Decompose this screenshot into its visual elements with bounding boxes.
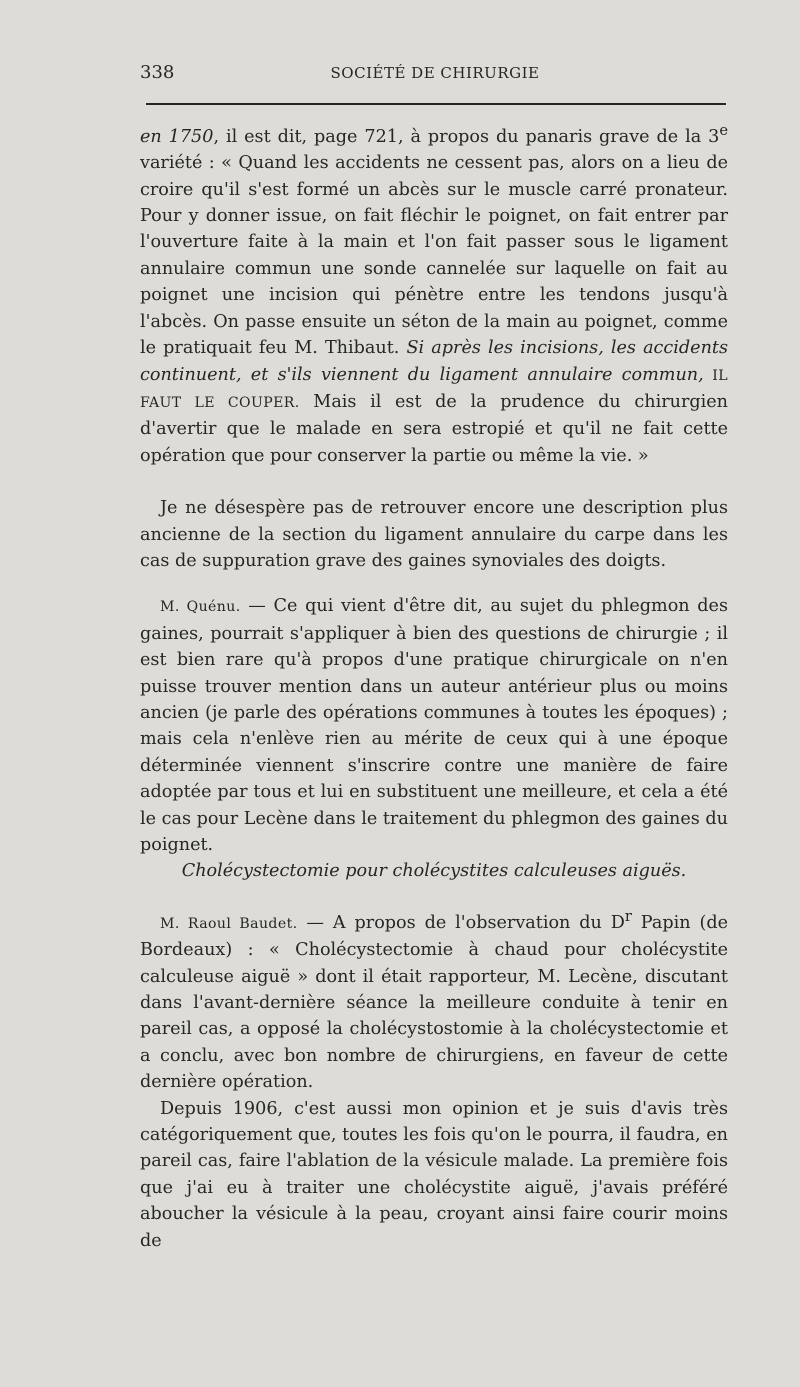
italic-quote: Si après les incisions, les accidents continuent, et s'ils viennent du ligament annulaire commun, bbox=[140, 338, 728, 385]
running-title: SOCIÉTÉ DE CHIRURGIE bbox=[330, 64, 540, 82]
paragraph-text: variété : « Quand les accidents ne cessent pas, alors on a lieu de croire qu'il s'est formé un abcès sur le muscle carré pronateur. Pour y donner issue, on fait fléchir le poignet, on fait entrer par l'ouverture faite à la main et l'on fait passer sous le ligament annulaire commun une sonde cannelée sur laquelle on fait au poignet une incision qui pénètre entre les tendons jusqu'à l'abcès. On passe ensuite un séton de la main au poignet, comme le pratiquait feu M. Thibaut. bbox=[140, 153, 728, 359]
speaker-name: M. Quénu. bbox=[160, 599, 241, 616]
paragraph-text: , il est dit, page 721, à propos du panaris grave de la 3 bbox=[213, 126, 720, 147]
paragraph-text: Mais il est de la prudence du chirurgien d'avertir que le malade en sera estropié et qu'il ne fait cette opération que pour conserver la partie ou même la vie. » bbox=[140, 391, 729, 466]
page-header bbox=[140, 62, 730, 88]
paragraph-quenu bbox=[140, 593, 728, 858]
section-title: Cholécystectomie pour cholécystites calculeuses aiguës. bbox=[181, 861, 687, 882]
page-body bbox=[140, 118, 728, 1254]
paragraph-text: — Ce qui vient d'être dit, au sujet du phlegmon des gaines, pourrait s'appliquer à bien des questions de chirurgie ; il est bien rare qu'à propos d'une pratique chirurgicale on n'en puisse trouver mention dans un auteur antérieur plus ou moins ancien (je parle des opérations communes à toutes les époques) ; mais cela n'enlève rien au mérite de ceux qui à une époque déterminée viennent s'inscrire contre une manière de faire adoptée par tous et lui en substituent une meilleure, et cela a été le cas pour Lecène dans le traitement du phlegmon des gaines du poignet. bbox=[140, 596, 728, 856]
paragraph-quote-1750 bbox=[140, 118, 728, 469]
superscript-r: r bbox=[624, 907, 632, 925]
year-italic: en 1750 bbox=[140, 126, 214, 147]
speaker-name: M. Raoul Baudet. bbox=[160, 915, 298, 932]
superscript-e: e bbox=[719, 122, 728, 139]
paragraph-depuis-1906: Depuis 1906, c'est aussi mon opinion et je suis d'avis très catégoriquement que, toutes les fois qu'on le pourra, il faudra, en pareil cas, faire l'ablation de la vésicule malade. La première fois que j'ai eu à traiter une cholécystite aiguë, j'avais préféré aboucher la vésicule à la peau, croyant ainsi faire courir moins de bbox=[140, 1098, 728, 1251]
small-caps-emphasis: IL FAUT LE COUPER. bbox=[140, 367, 728, 411]
page-number: 338 bbox=[140, 62, 175, 83]
paragraph-text: Papin (de Bordeaux) : « Cholécystectomie à chaud pour cholécystite calculeuse aiguë » dont il était rapporteur, M. Lecène, discutant dans l'avant-dernière séance la meilleure conduite à tenir en pareil cas, a opposé la cholécystostomie à la cholécystectomie et a conclu, avec bon nombre de chirurgiens, en faveur de cette dernière opération. bbox=[140, 912, 728, 1093]
header-rule bbox=[146, 103, 726, 105]
paragraph-baudet bbox=[140, 904, 728, 1096]
paragraph-text: — A propos de l'observation du D bbox=[297, 912, 625, 933]
paragraph-description: Je ne désespère pas de retrouver encore une description plus ancienne de la section du ligament annulaire du carpe dans les cas de suppuration grave des gaines synoviales des doigts. bbox=[140, 498, 728, 571]
